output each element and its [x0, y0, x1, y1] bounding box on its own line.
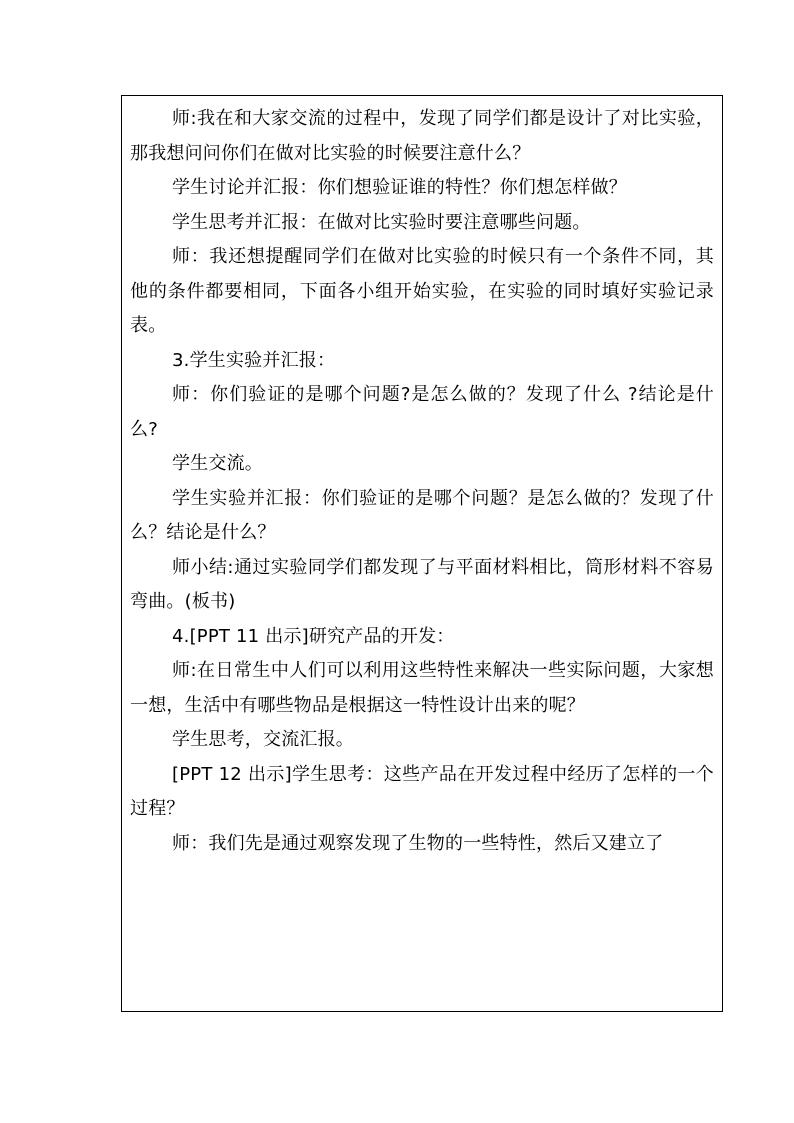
paragraph: 学生交流。: [172, 453, 263, 474]
paragraph: 师：我还想提醒同学们在做对比实验的时候只有一个条件不同，其他的条件都要相同，下面各小组开始实验，在实验的同时填好实验记录表。: [130, 246, 714, 336]
table-cell-frame: [121, 95, 723, 1012]
paragraph: 师小结:通过实验同学们都发现了与平面材料相比，筒形材料不容易弯曲。(板书): [130, 556, 714, 612]
paragraph: 学生实验并汇报：你们验证的是哪个问题？是怎么做的？发现了什么？结论是什么？: [130, 487, 714, 543]
paragraph: 师：你们验证的是哪个问题?是怎么做的？发现了什么 ?结论是什么?: [130, 384, 714, 440]
paragraph: 4.[PPT 11 出示]研究产品的开发：: [172, 625, 455, 647]
paragraph: 学生思考，交流汇报。: [172, 729, 354, 750]
paragraph: 师:在日常生中人们可以利用这些特性来解决一些实际问题，大家想一想，生活中有哪些物品是根据这一特性设计出来的呢？: [130, 660, 714, 716]
paragraph: 学生思考并汇报：在做对比实验时要注意哪些问题。: [172, 211, 591, 233]
lesson-text: [130, 102, 714, 861]
paragraph: 师：我们先是通过观察发现了生物的一些特性，然后又建立了: [172, 832, 664, 854]
paragraph: 师:我在和大家交流的过程中，发现了同学们都是设计了对比实验，那我想问问你们在做对比实验的时候要注意什么？: [130, 108, 714, 164]
paragraph: 3.学生实验并汇报：: [172, 349, 336, 371]
paragraph: 学生讨论并汇报：你们想验证谁的特性？你们想怎样做？: [172, 177, 627, 198]
paragraph: [PPT 12 出示]学生思考：这些产品在开发过程中经历了怎样的一个过程？: [130, 763, 714, 819]
